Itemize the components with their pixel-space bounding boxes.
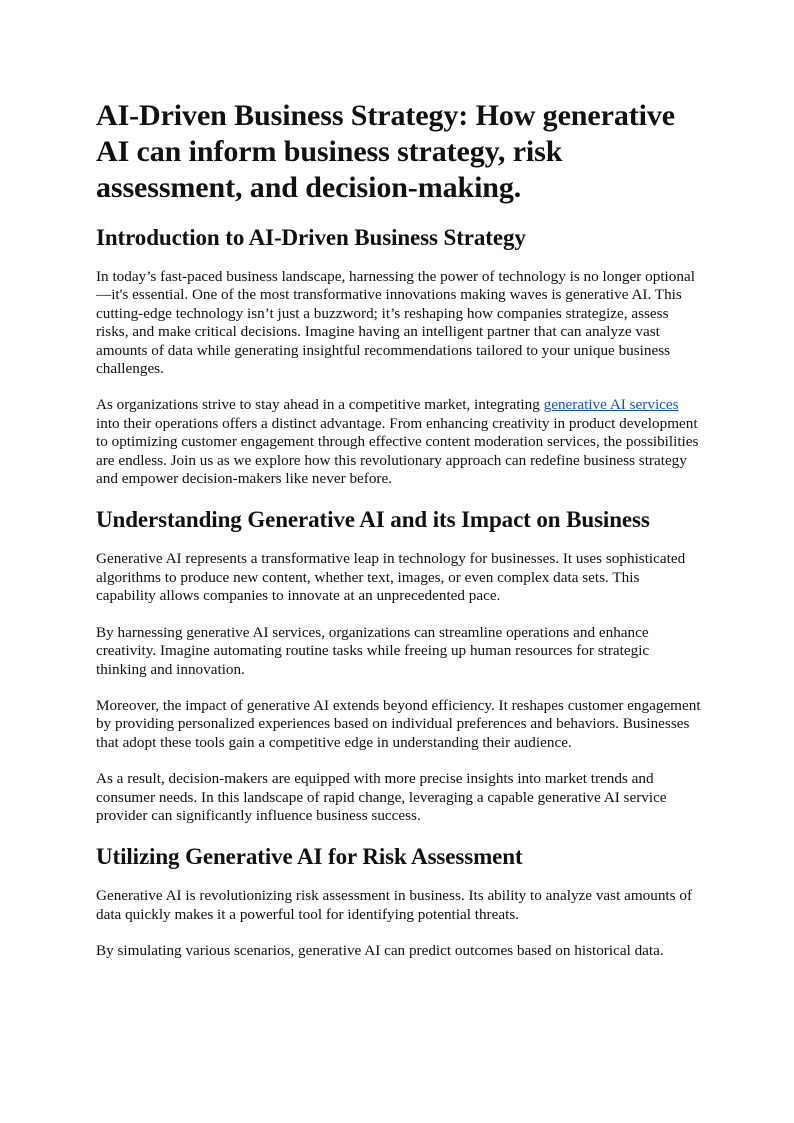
section-heading: Introduction to AI-Driven Business Strategy xyxy=(96,225,526,250)
generative-ai-services-link[interactable]: generative AI services xyxy=(543,396,679,414)
paragraph: Generative AI represents a transformative leap in technology for businesses. It uses sophisticated algorithms to produce new content, whether text, images, or even complex data sets. This capability allows companies to innovate at an unprecedented pace. xyxy=(96,550,686,605)
paragraph: Moreover, the impact of generative AI extends beyond efficiency. It reshapes customer engagement by providing personalized experiences based on individual preferences and behaviors. Businesses that adopt these tools gain a competitive edge in understanding their audience. xyxy=(96,696,701,751)
paragraph-text: As organizations strive to stay ahead in a competitive market, integrating xyxy=(96,396,544,414)
paragraph: In today’s fast-paced business landscape, harnessing the power of technology is no longer optional—it's essential. One of the most transformative innovations making waves is generative AI. This cutting-edge technology isn’t just a buzzword; it’s reshaping how companies strategize, assess risks, and make critical decisions. Imagine having an intelligent partner that can analyze vast amounts of data while generating insightful recommendations tailored to your unique business challenges. xyxy=(96,268,695,378)
section-introduction xyxy=(96,224,702,488)
section-heading: Utilizing Generative AI for Risk Assessment xyxy=(96,844,523,870)
section-risk-assessment xyxy=(96,843,702,960)
paragraph: By simulating various scenarios, generative AI can predict outcomes based on historical data. xyxy=(96,942,664,960)
document-page xyxy=(96,98,702,979)
section-understanding xyxy=(96,506,702,825)
paragraph: As a result, decision-makers are equipped with more precise insights into market trends and consumer needs. In this landscape of rapid change, leveraging a capable generative AI service provider can significantly influence business success. xyxy=(96,770,667,824)
document-title: AI-Driven Business Strategy: How generative AI can inform business strategy, risk assessment, and decision-making. xyxy=(96,99,675,204)
paragraph-with-link xyxy=(96,396,702,488)
section-heading: Understanding Generative AI and its Impact on Business xyxy=(96,507,650,533)
paragraph: Generative AI is revolutionizing risk assessment in business. Its ability to analyze vast amounts of data quickly makes it a powerful tool for identifying potential threats. xyxy=(96,887,692,923)
paragraph: By harnessing generative AI services, organizations can streamline operations and enhance creativity. Imagine automating routine tasks while freeing up human resources for strategic thinking and innovation. xyxy=(96,623,650,678)
paragraph-text: into their operations offers a distinct advantage. From enhancing creativity in product development to optimizing customer engagement through effective content moderation services, the possibilities are endless. Join us as we explore how this revolutionary approach can redefine business strategy and empower decision-makers like never before. xyxy=(96,414,699,488)
